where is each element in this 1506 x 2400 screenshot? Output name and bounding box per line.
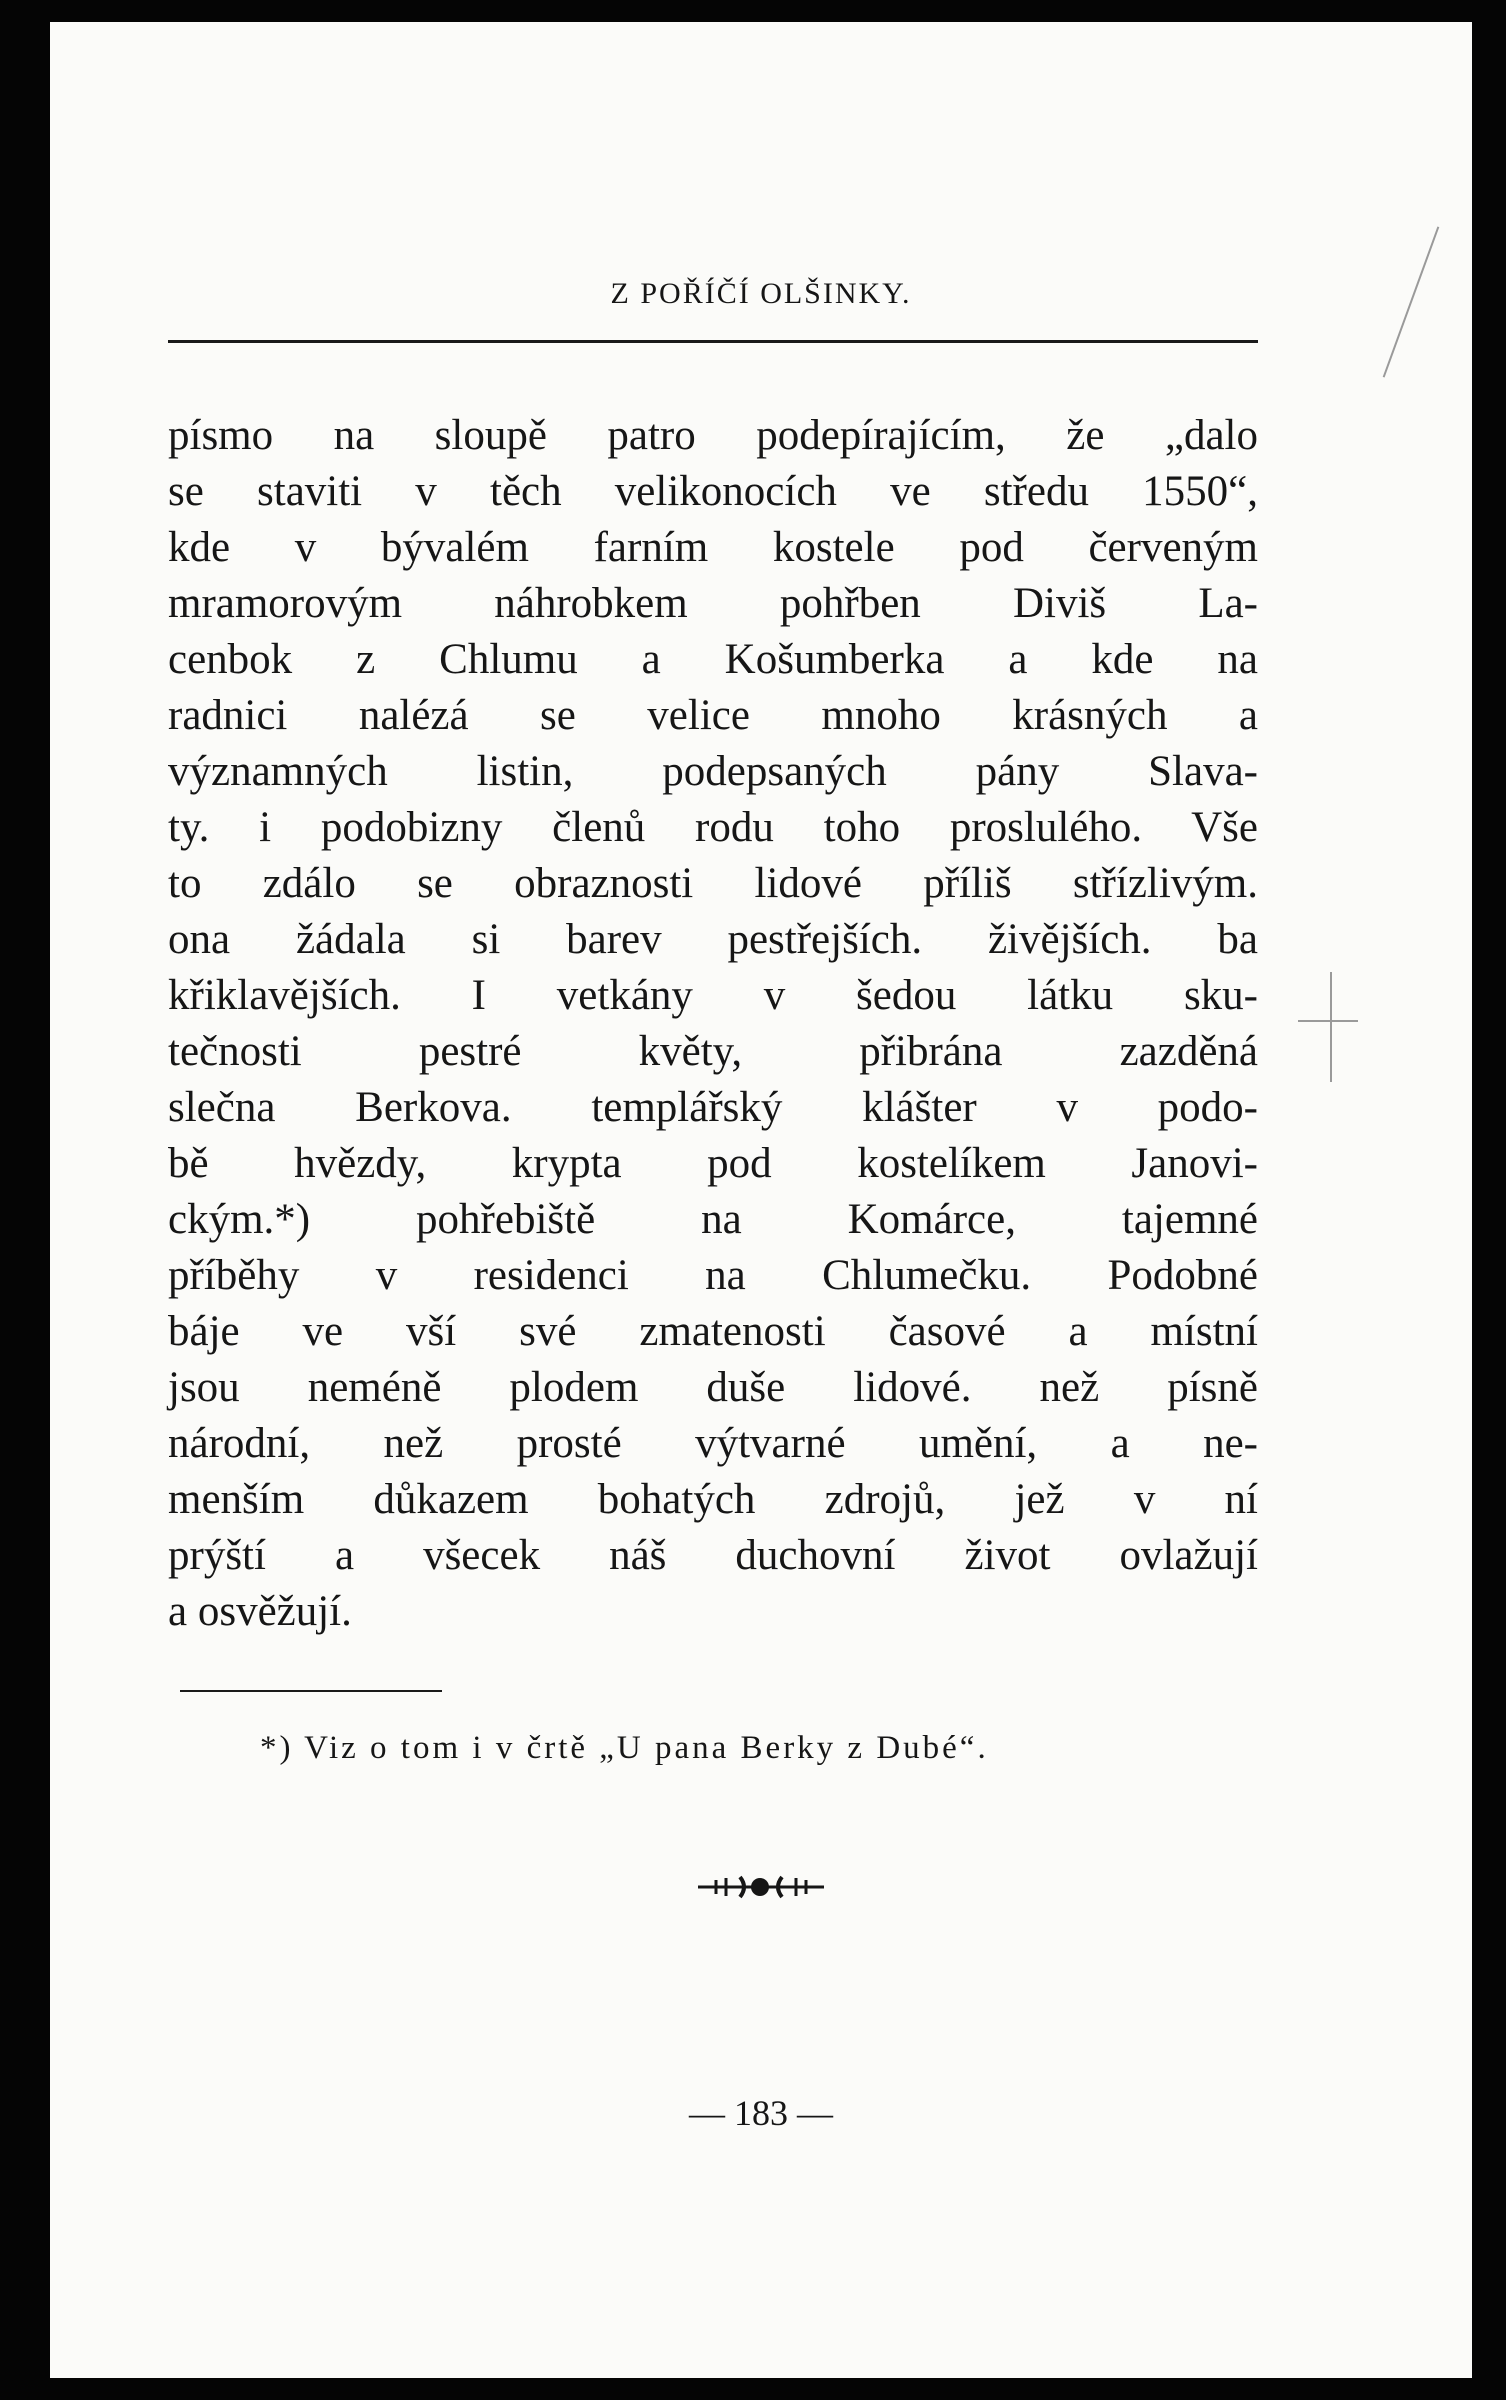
page-number: — 183 — [689, 2093, 833, 2133]
text-line: významných listin, podepsaných pány Slava- [168, 748, 1258, 795]
text-line: písmo na sloupě patro podepírajícím, že „dalo [168, 412, 1258, 459]
footnote-rule [180, 1690, 442, 1692]
text-line: báje ve vší své zmatenosti časové a místní [168, 1308, 1258, 1355]
ornament-icon [50, 1872, 1472, 1907]
text-line: ona žádala si barev pestřejších. živějších. ba [168, 916, 1258, 963]
text-line: příběhy v residenci na Chlumečku. Podobné [168, 1252, 1258, 1299]
text-line: křiklavějších. I vetkány v šedou látku sku- [168, 972, 1258, 1019]
scan-mark [1298, 1020, 1358, 1022]
text-line: to zdálo se obraznosti lidové příliš střízlivým. [168, 860, 1258, 907]
text-line: prýští a všecek náš duchovní život ovlažují [168, 1532, 1258, 1579]
text-line: menším důkazem bohatých zdrojů, jež v ní [168, 1476, 1258, 1523]
text-line: a osvěžují. [168, 1588, 352, 1635]
text-line: bě hvězdy, krypta pod kostelíkem Janovi- [168, 1140, 1258, 1187]
text-line: ty. i podobizny členů rodu toho proslulého. Vše [168, 804, 1258, 851]
text-line: slečna Berkova. templářský klášter v podo- [168, 1084, 1258, 1131]
book-page [50, 22, 1472, 2378]
text-line: ckým.*) pohřebiště na Komárce, tajemné [168, 1196, 1258, 1243]
text-line: tečnosti pestré květy, přibrána zazděná [168, 1028, 1258, 1075]
footnote: *) Viz o tom i v črtě „U pana Berky z Dubé“. [260, 1730, 989, 1766]
running-head: Z POŘÍČÍ OLŠINKY. [610, 277, 912, 310]
text-line: radnici nalézá se velice mnoho krásných a [168, 692, 1258, 739]
text-line: cenbok z Chlumu a Košumberka a kde na [168, 636, 1258, 683]
text-line: národní, než prosté výtvarné umění, a ne- [168, 1420, 1258, 1467]
header-rule [168, 340, 1258, 343]
text-line: kde v bývalém farním kostele pod červeným [168, 524, 1258, 571]
scan-mark [1330, 972, 1332, 1082]
text-line: se staviti v těch velikonocích ve středu 1550“, [168, 468, 1258, 515]
body-text [168, 408, 1258, 1640]
text-line: mramorovým náhrobkem pohřben Diviš La- [168, 580, 1258, 627]
text-line: jsou neméně plodem duše lidové. než písně [168, 1364, 1258, 1411]
